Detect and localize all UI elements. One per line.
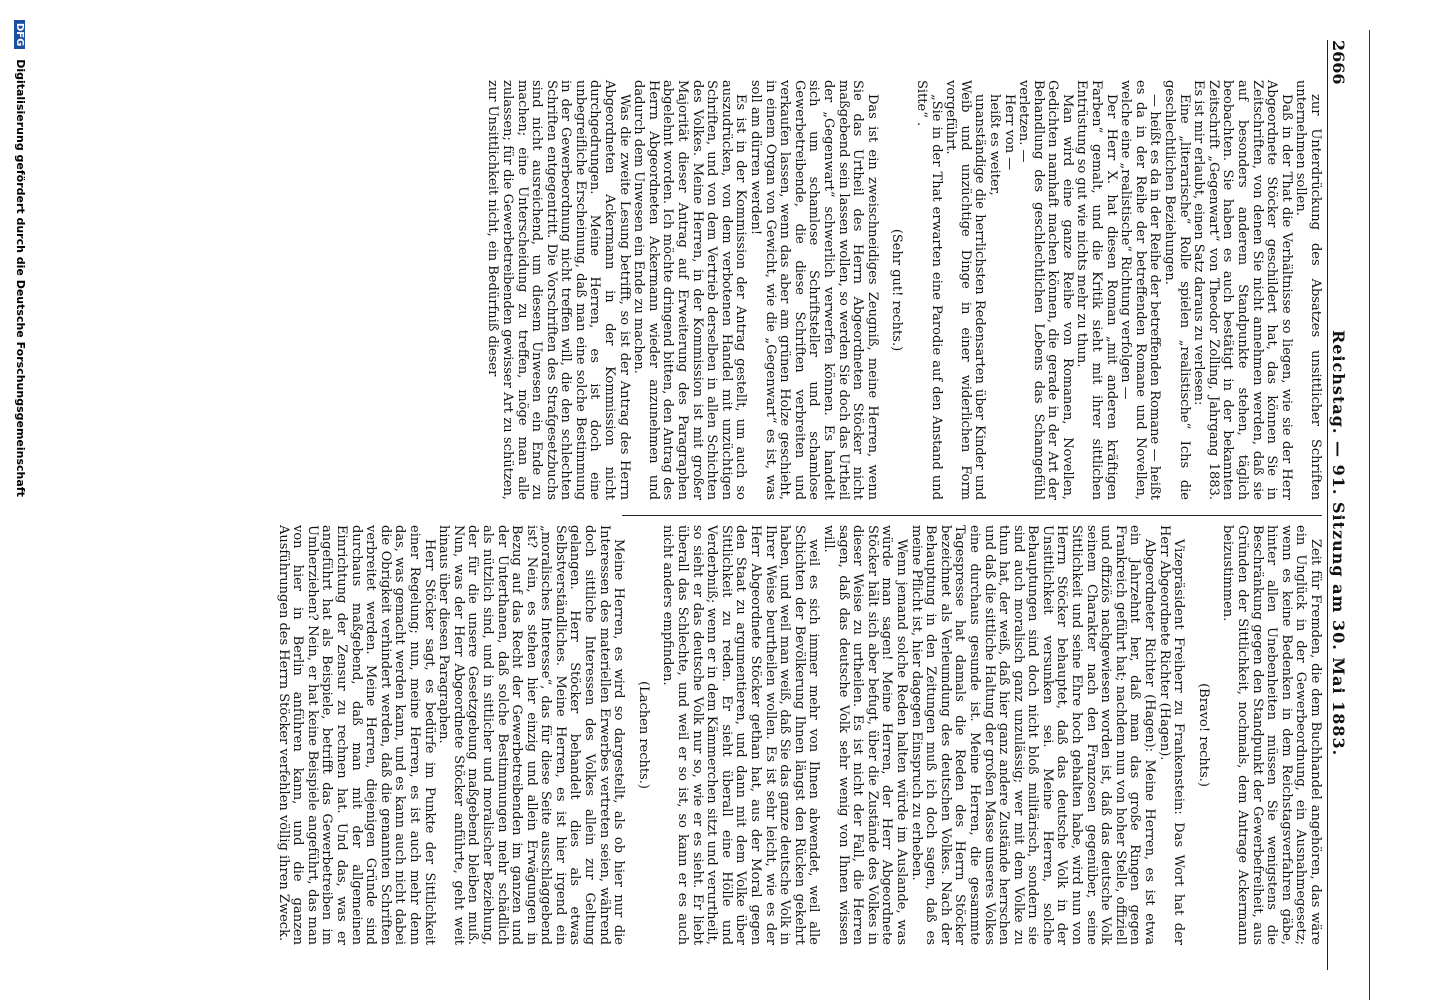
header-rule xyxy=(1369,30,1370,1000)
paragraph: Das ist ein zweischneidiges Zeugniß, meine Herren, wenn Sie das Urtheil des Herrn Abgeordneten Stöcker nicht maßgebend sein lassen wollen, so werden Sie doch das Urtheil der „Gegenwart“ schwerlich verwerfen können. Es handelt sich um schamlose Schriftsteller und schamlose Gewerbetreibende, die diese Schriften verbreiten und verkaufen lassen, wenn das aber am grünen Holze geschieht, in einem Organ von Gewicht, wie die „Gegenwart“ es ist, was soll am dürren werden! xyxy=(748,80,880,500)
paragraph: Eine „literarische“ Rolle spielen „realistische“ Ichs die geschlechtlichen Beziehungen. xyxy=(1162,80,1192,500)
right-column xyxy=(275,525,1323,945)
paragraph: weil es sich immer mehr von Ihnen abwendet, weil alle Schichten der Bevölkerung Ihnen längst den Rücken gekehrt haben, und weil man weiß, daß Sie das ganze deutsche Volk in Ihrer Weise beurtheilen wollen. Es ist sehr leicht, wie es der Herr Abgeordnete Stöcker gethan hat, aus der Moral gegen den Staat zu argumentieren, und dann mit dem Volke über Sittlichkeit zu reden. Er sieht überall eine Hölle und Verderbniß; wenn er in dem Kämmerchen sitzt und verurtheilt, so sieht er das deutsche Volk nur so, wie er es sieht. Er liebt überall das Schlechte, und weil er so ist, so kann er es auch nicht anders empfinden. xyxy=(660,525,822,945)
footer-text-wrap xyxy=(14,20,27,497)
paragraph: Herr von — xyxy=(1001,94,1017,171)
running-title: Reichstag. — 91. Sitzung am 30. Mai 1883. xyxy=(1329,330,1348,757)
dfg-logo: DFG xyxy=(14,20,25,49)
paragraph: Wenn jemand solche Reden halten würde im Auslande, was würde man sagen! Meine Herren, der Herr Abgeordnete Stöcker hält sich aber befugt, über die Zustände des Volkes in dieser Weise zu urtheilen. Es ist nicht der Fall, die Herren sagen, daß das deutsche Volk sehr wenig von Ihnen wissen will. xyxy=(821,525,909,945)
paragraph: Man wird eine ganze Reihe von Romanen, Novellen, Gedichten namhaft machen können, die gerade in der Art der Behandlung des geschlechtlichen Lebens das Schamgefühl verletzen. — xyxy=(1016,80,1075,500)
paragraph: Zeit für Fremden, die dem Buchhandel angehören, das wäre ein Unglück in der Gewerbeordnung, ein Ausnahmegesetz; wenn es keine Bedenken in dem Reichstagsverfahren gäbe, hinter allen Unebenheiten müssen Sie wenigstens die Beschränkung gegen den Standpunkt der Gewerbefreiheit, aus Gründen der Sittlichkeit, nochmals, dem Antrage Ackermann beizustimmen. xyxy=(1220,525,1323,945)
paragraph: Was die zweite Lesung betrifft, so ist der Antrag des Herrn Abgeordneten Ackermann in der Kommission nicht durchgedrungen. Meine Herren, es ist doch eine unbegreifliche Erscheinung, daß man eine solche Bestimmung in der Gewerbeordnung nicht treffen will, die den schlechten Schriften entgegentritt. Die Vorschriften des Strafgesetzbuchs sind nicht ausreichend, um diesem Unwesen ein Ende zu machen; eine Unterscheidung zu treffen, möge man alle zulassen; für die Gewerbetreibenden gewisser Art zu schützen, zur Unsittlichkeit nicht, ein Bedürfniß dieser xyxy=(485,80,632,500)
paragraph: (Sehr gut! rechts.) xyxy=(889,228,905,352)
left-column xyxy=(485,80,1323,500)
paragraph: Vizepräsident Freiherr zu Frankenstein: Das Wort hat der Herr Abgeordnete Richter (Hagen). xyxy=(1156,525,1187,945)
footer-text: Digitalisierung gefördert durch die Deutsche Forschungsgemeinschaft xyxy=(14,59,27,497)
column-divider xyxy=(622,515,1322,516)
paragraph: (Lachen rechts.) xyxy=(635,681,651,789)
paragraph: — heißt es da in der Reihe der betreffenden Romane — heißt es da in der Reihe der betreffenden Romane und Novellen, welche eine „realistische“ Richtung verfolgen — xyxy=(1118,80,1163,500)
paragraph: zur Unterdrückung des Absatzes unsittlicher Schriften unternehmen sollen. xyxy=(1293,80,1323,500)
top-rule xyxy=(1327,40,1328,970)
page-number: 2666 xyxy=(1329,40,1348,85)
paragraph: Der Herr X. hat diesen Roman „mit anderen kräftigen Farben“ gemalt, und die Kritik sieht mit ihrer sittlichen Entrüstung so gut wie nichts mehr zu thun. xyxy=(1074,80,1119,500)
paragraph: Meine Herren, es wird so dargestellt, als ob hier nur die Interessen des materiellen Erwerbes vertreten seien, während doch sittliche Interessen des Volkes allein zur Geltung gelangen. Herr Stöcker behandelt dies als etwas Selbstverständliches. Meine Herren, es ist hier irgend ein „moralisches Interesse“, das für diese Seite ausschlaggebend ist? Nein, es stehen hier einzig und allein Erwägungen in Bezug auf das Recht der Gewerbetreibenden im ganzen und der Unterthanen, daß solche Bestimmungen mehr schädlich als nützlich sind, und in sittlicher und moralischer Beziehung, der für die unsere Gesetzgebung maßgebend bleiben muß. Nun, was der Herr Abgeordnete Stöcker anführte, geht weit hinaus über diesen Paragraphen. xyxy=(436,525,627,945)
paragraph: unanständige die herrlichsten Redensarten über Kinder und Weib und unzüchtige Dinge in einer widerlichen Form vorgeführt. xyxy=(943,80,988,500)
paragraph: Herr Stöcker sagt, es bedürfe im Punkte der Sittlichkeit einer Regelung; nun, meine Herren, es ist auch mehr denn das, was gemacht werden kann, und es kann auch nicht dabei die Obrigkeit verhindert werden, daß die genannten Schriften verbreitet werden. Meine Herren, diejenigen Gründe sind durchaus maßgebend, daß man mit der allgemeinen Einrichtung der Zensur zu rechnen hat. Und das, was er angeführt hat als Beispiele, betrifft das Gewerbetreiben im Umherziehen? Nein, er hat keine Beispiele angeführt, das man von hier in Berlin anführen kann, und die ganzen Ausführungen des Herrn Stöcker verfehlen völlig ihren Zweck. xyxy=(275,525,437,945)
paragraph: Daß in der That die Verhältnisse so liegen, wie sie der Herr Abgeordnete Stöcker geschildert hat, das können Sie in Zeitschriften, von denen Sie nicht annehmen werden, daß sie auf besonders anderem Standpunkte stehen, täglich beobachten. Sie haben es auch bestätigt in der bekannten Zeitschrift „Gegenwart“ von Theodor Zolling, Jahrgang 1883. Es ist mir erlaubt, einen Satz daraus zu verlesen: xyxy=(1191,80,1294,500)
paragraph: Abgeordneter Richter (Hagen): Meine Herren, es ist etwa ein Jahrzehnt her, daß man das große Ringen gegen Frankreich geführt hat; nachdem nun von hoher Stelle, offiziell und offiziös nachgewiesen worden ist, daß das deutsche Volk seinem Charakter nach den Franzosen gegenüber, seine Sittlichkeit und seine Ehre hoch gehalten habe, wird nun von Herrn Stöcker behauptet, daß das deutsche Volk in der Unsittlichkeit versunken sei. Meine Herren, solche Behauptungen sind doch nicht bloß militärisch, sondern sie sind auch moralisch ganz unzulässig; wer mit dem Volke zu thun hat, der weiß, daß hier ganz andere Zustände herrschen und daß die sittliche Haltung der großen Masse unseres Volkes eine durchaus gesunde ist. Meine Herren, die gesammte Tagespresse hat damals die Reden des Herrn Stöcker bezeichnet als Verleumdung des deutschen Volkes. Nach der Behauptung in den Zeitungen muß ich doch sagen, daß es meine Pflicht ist, hier dagegen Einspruch zu erheben. xyxy=(908,525,1158,945)
paragraph: heißt es weiter, xyxy=(986,94,1002,196)
paragraph: Es ist in der Kommission der Antrag gestellt, um auch so auszudrücken, von dem verbotenen Handel mit unzüchtigen Schriften, und von dem Vertrieb derselben in allen Schichten des Volkes. Meine Herren, in der Kommission ist mit großer Majorität dieser Antrag auf Erweiterung des Paragraphen abgelehnt worden. Ich möchte dringend bitten, den Antrag des Herrn Abgeordneten Ackermann wieder anzunehmen und dadurch dem Unwesen ein Ende zu machen. xyxy=(631,80,749,500)
paragraph: „Sie in der That erwarten eine Parodie auf den Anstand und Sitte“ . xyxy=(913,80,944,500)
paragraph: (Bravo! rechts.) xyxy=(1195,683,1211,787)
